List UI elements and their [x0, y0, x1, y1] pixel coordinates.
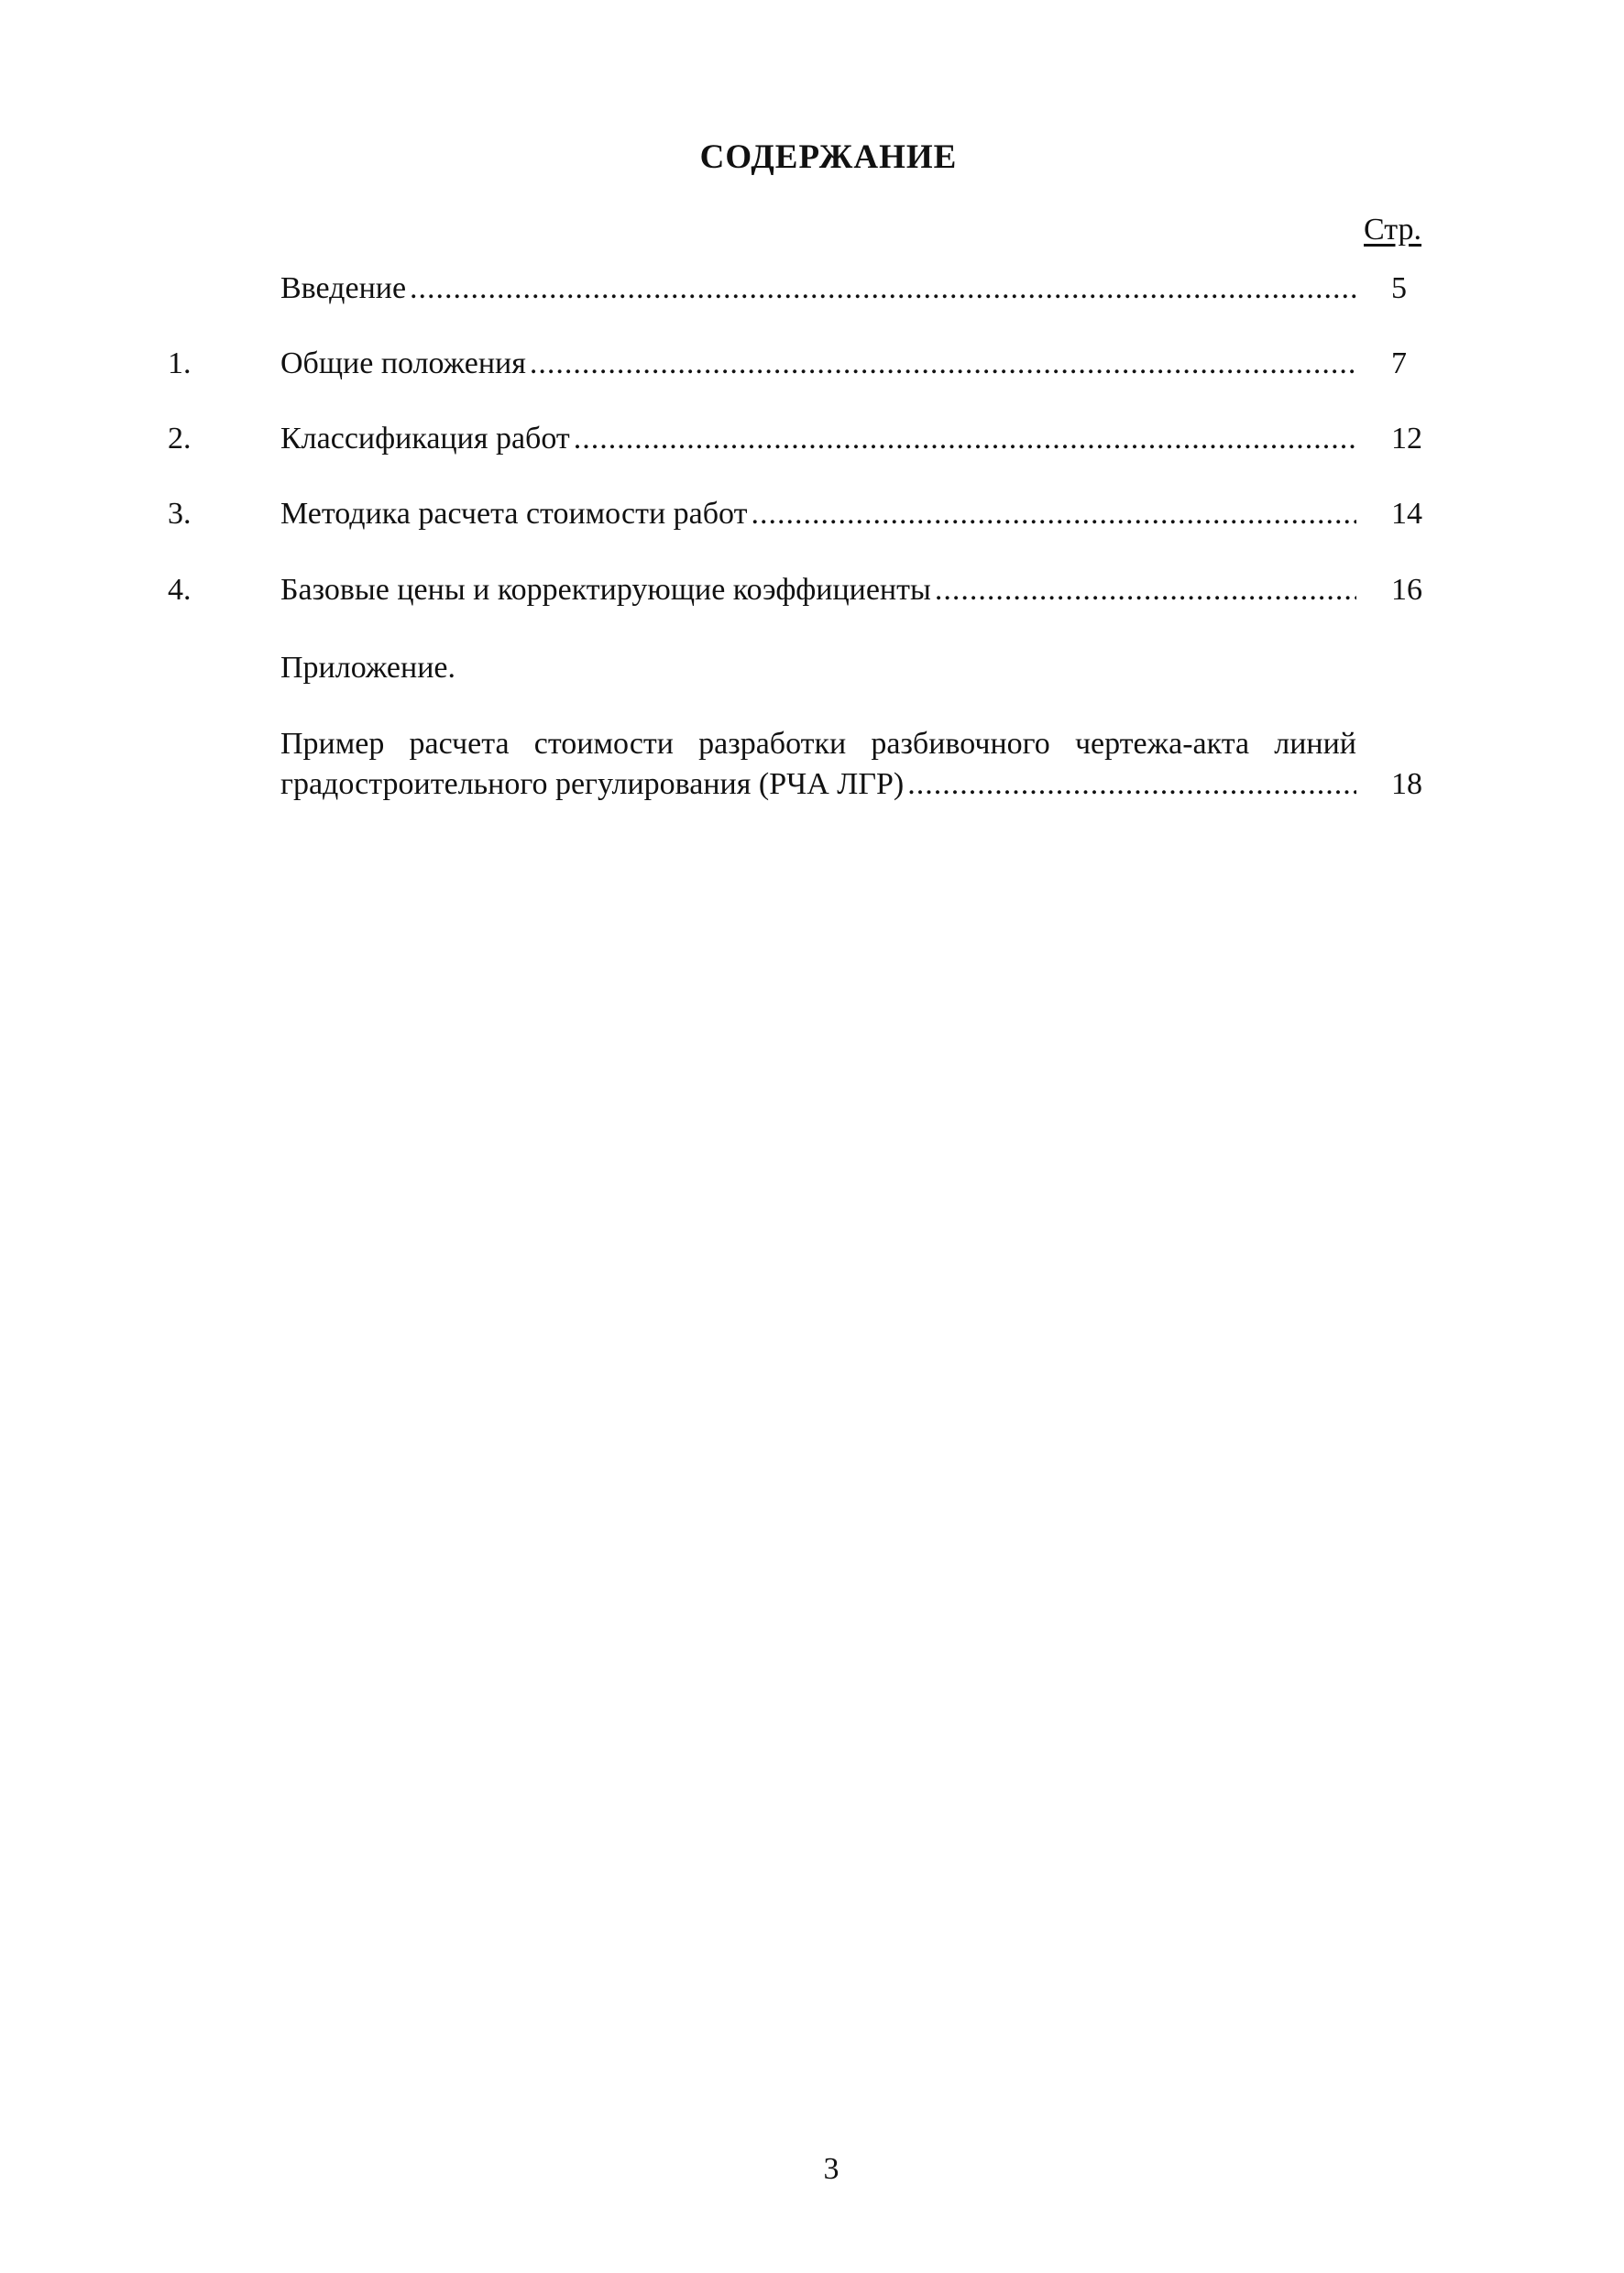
toc-item-title: Базовые цены и корректирующие коэффициенты [280, 573, 931, 607]
toc-item-entry [280, 343, 1356, 385]
toc-item-base-prices[interactable] [0, 569, 1624, 611]
toc-item-page: 7 [1391, 346, 1407, 380]
toc-dot-leader [530, 343, 1356, 385]
toc-appendix-heading[interactable] [0, 647, 1624, 689]
toc-item-number: 1. [168, 346, 192, 380]
toc-item-entry [280, 493, 1356, 535]
toc-item-page: 12 [1391, 422, 1422, 456]
toc-item-classification[interactable] [0, 418, 1624, 460]
toc-item-entry [280, 569, 1356, 611]
toc-item-page: 16 [1391, 573, 1422, 607]
page-title: СОДЕРЖАНИЕ [699, 138, 958, 176]
toc-appendix-label: Приложение. [280, 651, 455, 685]
toc-item-general-provisions[interactable] [0, 343, 1624, 385]
toc-appendix-title-line1: Пример расчета стоимости разработки разбивочного чертежа-акта линий [280, 727, 1356, 761]
toc-item-introduction[interactable] [0, 268, 1624, 310]
page-number: 3 [823, 2152, 839, 2186]
toc-item-methodology[interactable] [0, 493, 1624, 535]
toc-appendix-title-line2: градостроительного регулирования (РЧА ЛГР) [280, 767, 905, 801]
toc-appendix-page: 18 [1391, 767, 1422, 801]
page-column-header: Стр. [1364, 213, 1422, 247]
toc-dot-leader [907, 764, 1356, 805]
toc-item-appendix-example[interactable] [280, 724, 1356, 805]
toc-item-title: Введение [280, 271, 407, 305]
toc-item-entry [280, 268, 1356, 310]
toc-appendix-title-line2-entry [280, 764, 1356, 805]
toc-dot-leader [935, 569, 1356, 611]
toc-item-number: 2. [168, 422, 192, 456]
toc-item-number: 3. [168, 497, 192, 531]
toc-item-number: 4. [168, 573, 192, 607]
toc-item-title: Методика расчета стоимости работ [280, 497, 748, 531]
toc-dot-leader [410, 268, 1356, 310]
toc-item-page: 5 [1391, 271, 1407, 305]
toc-item-title: Общие положения [280, 346, 526, 380]
toc-item-page: 14 [1391, 497, 1422, 531]
toc-item-title: Классификация работ [280, 422, 570, 456]
toc-dot-leader [751, 493, 1356, 535]
toc-item-entry [280, 418, 1356, 460]
toc-dot-leader [574, 418, 1356, 460]
